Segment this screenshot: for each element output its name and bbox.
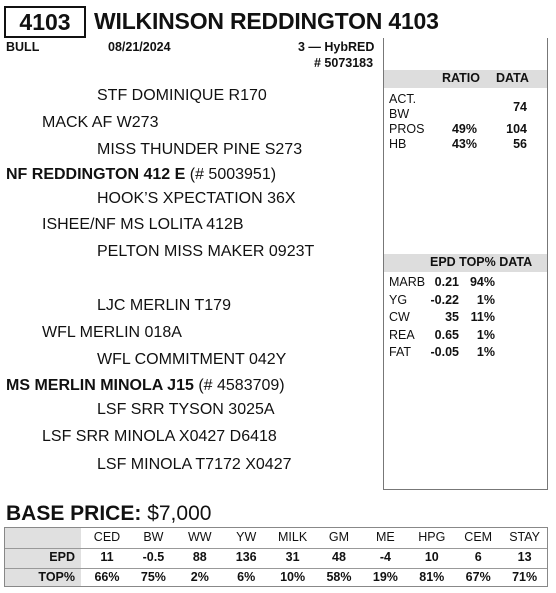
sire-dam-dam: PELTON MISS MAKER 0923T (97, 243, 315, 260)
carcass-row-top: 1% (476, 292, 495, 307)
top-row-label: TOP% (38, 570, 75, 584)
lot-number: 4103 (4, 6, 86, 38)
carcass-row-epd: 0.65 (434, 327, 459, 342)
base-price-label: BASE PRICE: (6, 502, 142, 525)
epd-value-cell: 10 (424, 550, 439, 564)
epd-column-header: CEM (464, 530, 493, 544)
animal-title: WILKINSON REDDINGTON 4103 (94, 8, 439, 34)
data-col-header: DATA (496, 71, 529, 85)
carcass-row-label: FAT (389, 345, 411, 359)
dam-sire-sire: LJC MERLIN T179 (97, 297, 231, 314)
sex-label: BULL (6, 40, 40, 54)
epd-value-cell: 11 (100, 550, 114, 564)
epd-column-header: WW (187, 530, 212, 544)
epd-column-header: MILK (278, 530, 308, 544)
carcass-row-top: 94% (469, 275, 495, 289)
ratio-col-header: RATIO (442, 71, 480, 85)
carcass-row-epd: -0.05 (430, 345, 459, 359)
sire-sire-sire: STF DOMINIQUE R170 (97, 87, 267, 104)
sire-sire-dam: MISS THUNDER PINE S273 (97, 141, 303, 158)
ratio-row-ratio: 49% (451, 122, 477, 136)
carcass-row-epd: 0.21 (434, 275, 459, 289)
top-percent-cell: 71% (512, 570, 538, 584)
ratio-row-label: HB (389, 137, 407, 151)
top-percent-cell: 81% (419, 570, 445, 584)
sire-registration: (# 5003951) (189, 166, 277, 183)
epd-value-cell: 13 (517, 550, 532, 564)
birth-date: 08/21/2024 (108, 40, 171, 54)
dam-registration: (# 4583709) (198, 377, 285, 394)
dam-sire: WFL MERLIN 018A (42, 324, 182, 341)
ratio-row-data: 56 (513, 137, 527, 151)
top-percent-cell: 2% (190, 570, 209, 584)
registration-number: # 5073183 (314, 56, 374, 70)
base-price (6, 502, 211, 526)
ratio-row-label: PROS (389, 122, 425, 136)
epd-value-cell: 31 (285, 550, 300, 564)
sire-sire: MACK AF W273 (42, 114, 159, 131)
sire-dam-sire: HOOK’S XPECTATION 36X (97, 190, 296, 207)
epd-table-epd-row (5, 548, 547, 565)
epd-value-cell: 48 (332, 550, 346, 564)
sire-name (6, 166, 276, 184)
epd-value-cell: 88 (192, 550, 207, 564)
epd-column-header: HPG (418, 530, 446, 544)
dam-dam: LSF SRR MINOLA X0427 D6418 (42, 428, 277, 445)
ratio-row-data: 104 (506, 122, 527, 136)
carcass-col-header: EPD TOP% DATA (430, 255, 533, 269)
epd-row-label: EPD (49, 550, 75, 564)
ratio-row-label: BW (389, 107, 410, 121)
epd-column-header: BW (143, 530, 164, 544)
epd-column-header: ME (376, 530, 395, 544)
ratio-row-label: ACT. (389, 92, 417, 106)
sire-name-text: NF REDDINGTON 412 E (6, 166, 186, 183)
epd-value-cell: -4 (379, 550, 391, 564)
sire-dam: ISHEE/NF MS LOLITA 412B (42, 216, 244, 233)
dam-name-text: MS MERLIN MINOLA J15 (6, 377, 194, 394)
carcass-row-label: REA (389, 327, 415, 342)
top-percent-cell: 66% (94, 570, 120, 584)
epd-column-header: GM (328, 530, 350, 544)
top-percent-cell: 67% (465, 570, 491, 584)
carcass-row-top: 1% (476, 345, 495, 359)
top-percent-cell: 58% (326, 570, 352, 584)
top-percent-cell: 19% (372, 570, 398, 584)
dam-sire-dam: WFL COMMITMENT 042Y (97, 351, 287, 368)
breed-code: 3 — HybRED (298, 40, 375, 54)
dam-name (6, 377, 285, 395)
epd-column-header: CED (93, 530, 121, 544)
carcass-row-label: YG (389, 292, 408, 307)
epd-column-header: YW (236, 530, 257, 544)
epd-table-top-row (5, 568, 547, 585)
carcass-row-epd: -0.22 (430, 292, 459, 307)
ratio-row-data: 74 (513, 100, 527, 114)
carcass-row-top: 11% (470, 310, 495, 324)
top-percent-cell: 75% (140, 570, 166, 584)
carcass-row-top: 1% (476, 327, 495, 342)
epd-table (4, 527, 548, 587)
carcass-row-epd: 35 (445, 310, 459, 324)
epd-column-header: STAY (509, 530, 540, 544)
dam-dam-dam: LSF MINOLA T7172 X0427 (97, 456, 292, 473)
top-percent-cell: 6% (237, 570, 256, 584)
epd-value-cell: 136 (235, 550, 257, 564)
base-price-value: $7,000 (147, 502, 212, 525)
carcass-row-label: CW (389, 310, 410, 324)
carcass-row-label: MARB (389, 275, 426, 289)
dam-dam-sire: LSF SRR TYSON 3025A (97, 401, 275, 418)
ratio-row-ratio: 43% (451, 137, 477, 151)
epd-value-cell: -0.5 (142, 550, 165, 564)
top-percent-cell: 10% (280, 570, 306, 584)
epd-value-cell: 6 (474, 550, 482, 564)
epd-table-header-row (5, 529, 547, 546)
